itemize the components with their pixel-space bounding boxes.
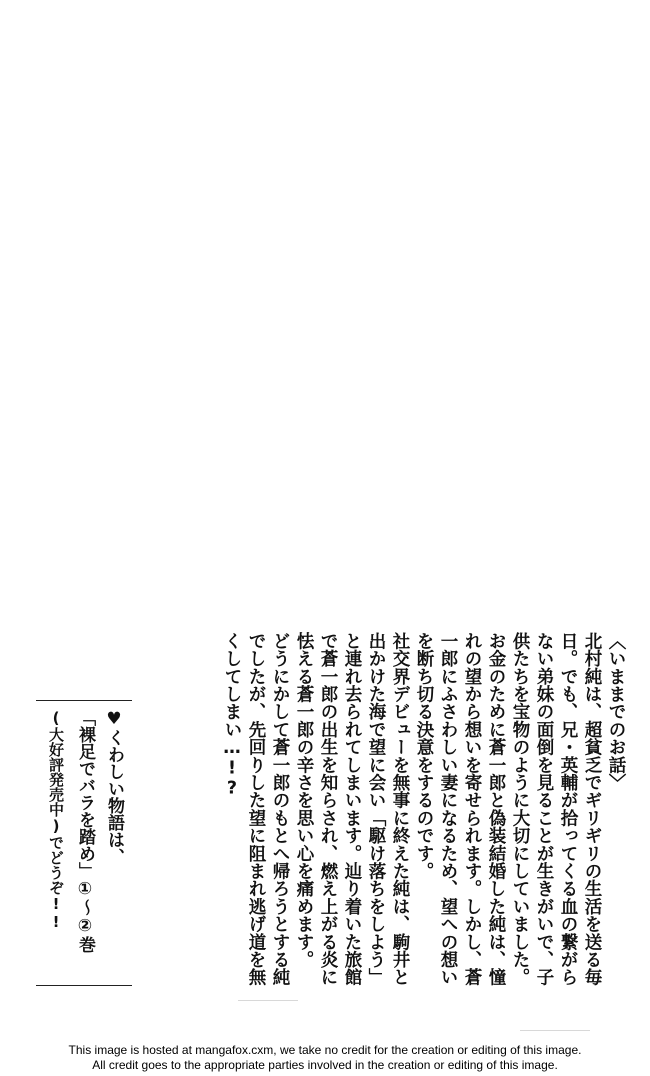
hosting-credit-line-2: All credit goes to the appropriate parties involved in the creation or editing of this image. bbox=[92, 1058, 558, 1072]
synopsis-heading: 〈いままでのお話〉 bbox=[606, 632, 626, 792]
synopsis-text bbox=[168, 632, 628, 992]
synopsis-paragraph-3: 社交界デビューを無事に終えた純は、駒井と出かけた海で望に会い「駆け落ちをしよう」と連れ去られてしまいます。辿り着いた旅館で蒼一郎の出生を知らされ、燃え上がる炎に怯える蒼一郎の辛さを思い心を痛めます。 bbox=[294, 632, 410, 986]
synopsis-paragraph-2: お金のために蒼一郎と偽装結婚した純は、憧れの望から想いを寄せられます。しかし、蒼一郎にふさわしい妻になるため、望への想いを断ち切る決意をするのです。 bbox=[414, 632, 506, 986]
scan-mark bbox=[520, 1030, 590, 1031]
hosting-credit bbox=[0, 1043, 650, 1073]
series-info-line-1: ♥くわしい物語は、 bbox=[104, 709, 124, 865]
scan-mark bbox=[238, 1000, 298, 1001]
series-info-text bbox=[40, 709, 128, 977]
synopsis-paragraph-4: どうにかして蒼一郎のもとへ帰ろうとする純でしたが、先回りした望に阻まれ逃げ道を無くしてしまい…!? bbox=[222, 632, 290, 986]
hosting-credit-line-1: This image is hosted at mangafox.cxm, we take no credit for the creation or editing of this image. bbox=[68, 1043, 582, 1057]
series-info-line-3: (大好評発売中)でどうぞ!! bbox=[47, 709, 65, 931]
series-info-box bbox=[36, 700, 132, 986]
synopsis-paragraph-1: 北村純は、超貧乏でギリギリの生活を送る毎日。でも、兄・英輔が拾ってくる血の繋がらない弟妹の面倒を見ることが生きがいで、子供たちを宝物のように大切にしていました。 bbox=[510, 632, 602, 986]
series-info-line-2: 「裸足でバラを踏め」①〜②巻 bbox=[75, 709, 95, 953]
